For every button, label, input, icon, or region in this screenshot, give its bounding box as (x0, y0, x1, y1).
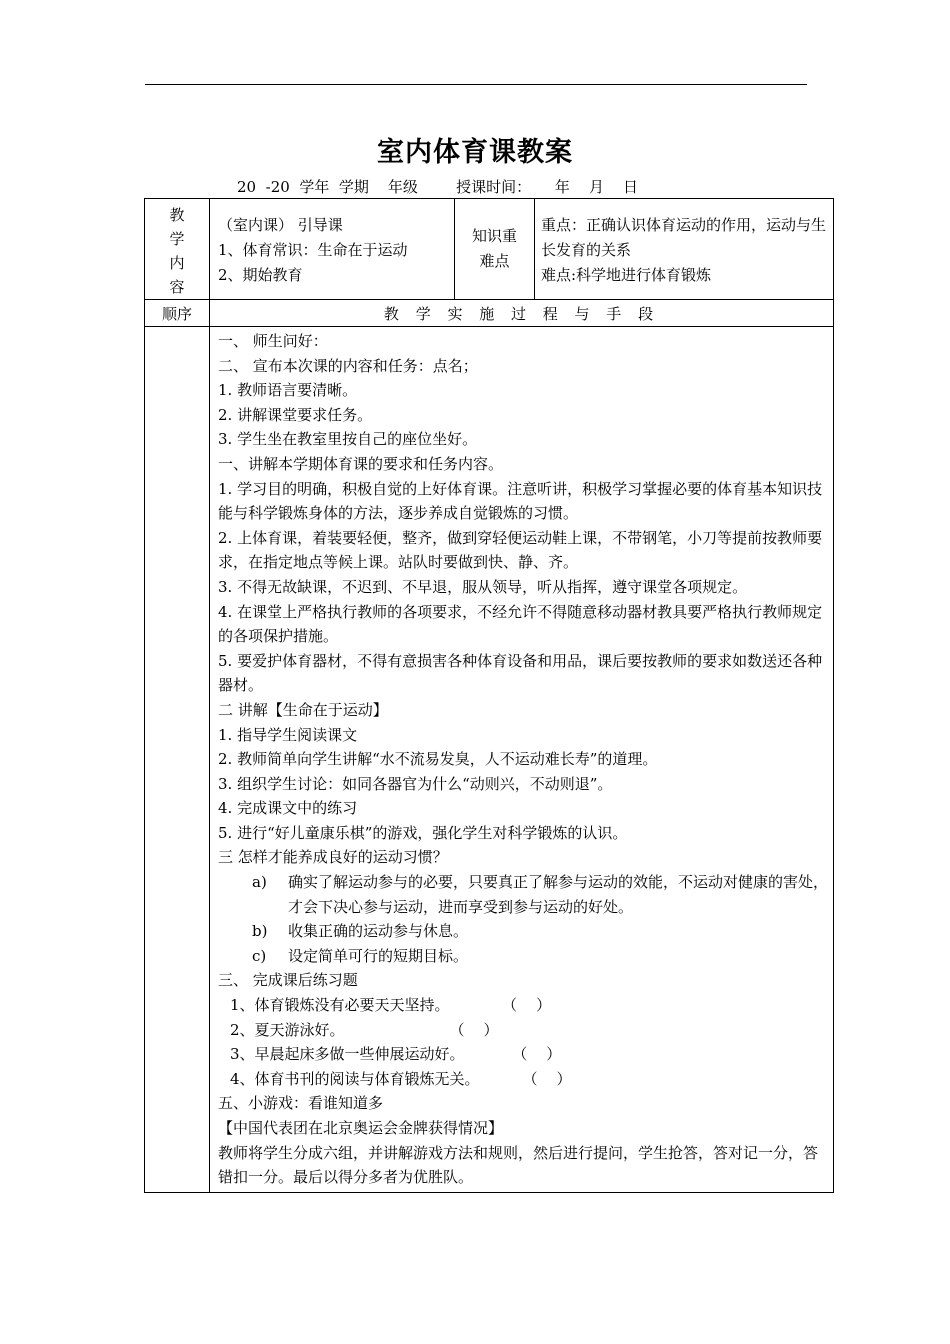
key-point-line: 重点：正确认识体育运动的作用，运动与生长发育的关系 (541, 216, 827, 259)
sub-item-text: 确实了解运动参与的必要，只要真正了解参与运动的效能，不运动对健康的害处，才会下决心参与运动，进而享受到参与运动的好处。 (288, 873, 829, 916)
procedure-line: 3. 不得无故缺课，不迟到、不早退，服从领导，听从指挥，遵守课堂各项规定。 (218, 577, 748, 596)
procedure-line: 2. 讲解课堂要求任务。 (218, 405, 373, 424)
procedure-heading: 教 学 实 施 过 程 与 手 段 (210, 300, 834, 327)
content-line: （室内课） 引导课 (218, 216, 343, 234)
section-heading-row (145, 300, 834, 327)
sub-item-marker: b) (252, 922, 268, 941)
term-info-line: 20 -20 学年 学期 年级 授课时间： 年 月 日 (237, 178, 639, 196)
habit-sub-item (218, 944, 829, 969)
key-points-label-text: 知识重 难点 (471, 227, 517, 270)
game-line: 五、小游戏：看谁知道多 (218, 1094, 384, 1113)
game-section (218, 1091, 829, 1189)
key-points-lines (541, 213, 827, 288)
header-rule (145, 84, 807, 85)
procedure-line: 3. 组织学生讨论：如同各器官为什么“动则兴，不动则退”。 (218, 774, 613, 793)
lesson-plan-table (144, 198, 834, 1193)
procedure-line: 3. 学生坐在教室里按自己的座位坐好。 (218, 430, 478, 449)
procedure-line: 5. 进行“好儿童康乐棋”的游戏，强化学生对科学锻炼的认识。 (218, 823, 628, 842)
key-points-label (455, 199, 535, 300)
exercise-question: 3、早晨起床多做一些伸展运动好。 （ ） (230, 1045, 562, 1064)
content-line: 1、体育常识：生命在于运动 (218, 241, 408, 259)
content-line: 2、期始教育 (218, 266, 303, 284)
exercise-question: 1、体育锻炼没有必要天天坚持。 （ ） (230, 996, 552, 1015)
exercise-questions (218, 993, 829, 1091)
order-cell (145, 327, 210, 1193)
sub-item-marker: a) (252, 873, 267, 892)
exercise-question: 2、夏天游泳好。 （ ） (230, 1020, 499, 1039)
teaching-content-label (145, 199, 210, 300)
teaching-content-label-text: 教 学 内 容 (169, 206, 185, 296)
procedure-line: 5. 要爱护体育器材，不得有意损害各种体育设备和用品，课后要按教师的要求如数送还各种器材。 (218, 651, 823, 695)
procedure-line: 二、 宣布本次课的内容和任务：点名； (218, 356, 478, 375)
procedure-line: 1. 指导学生阅读课文 (218, 725, 358, 744)
procedure-row (145, 327, 834, 1193)
procedure-lines (218, 329, 829, 870)
procedure-line: 2. 教师简单向学生讲解“水不流易发臭，人不运动难长寿”的道理。 (218, 750, 658, 769)
key-points-cell (535, 199, 834, 300)
procedure-line: 三 怎样才能养成良好的运动习惯？ (218, 848, 448, 867)
key-point-line: 难点:科学地进行体育锻炼 (541, 266, 712, 284)
procedure-line: 1. 教师语言要清晰。 (218, 381, 358, 400)
sub-item-text: 设定简单可行的短期目标。 (288, 946, 469, 965)
procedure-line: 二 讲解【生命在于运动】 (218, 700, 388, 719)
document-title: 室内体育课教案 (377, 137, 573, 168)
exercise-heading: 三、 完成课后练习题 (218, 971, 358, 990)
habit-sub-item (218, 919, 829, 944)
procedure-line: 一、讲解本学期体育课的要求和任务内容。 (218, 454, 504, 473)
sub-item-text: 收集正确的运动参与休息。 (288, 922, 469, 941)
content-row (145, 199, 834, 300)
procedure-line: 1. 学习目的明确，积极自觉的上好体育课。注意听讲，积极学习掌握必要的体育基本知识技能与科学锻炼身体的方法，逐步养成自觉锻炼的习惯。 (218, 479, 823, 523)
habit-sub-item (218, 870, 829, 919)
sub-item-marker: c) (252, 946, 267, 965)
procedure-line: 4. 完成课文中的练习 (218, 799, 358, 818)
procedure-body (210, 327, 834, 1193)
order-label: 顺序 (145, 300, 210, 327)
game-line: 【中国代表团在北京奥运会金牌获得情况】 (218, 1119, 504, 1137)
exercise-question: 4、体育书刊的阅读与体育锻炼无关。 （ ） (230, 1069, 572, 1088)
habit-sub-list (218, 870, 829, 968)
teaching-content-lines (218, 213, 448, 288)
game-line: 教师将学生分成六组，并讲解游戏方法和规则，然后进行提问，学生抢答，答对记一分，答错扣一分。最后以得分多者为优胜队。 (218, 1143, 819, 1187)
procedure-line: 2. 上体育课，着装要轻便，整齐，做到穿轻便运动鞋上课，不带钢笔，小刀等提前按教师要求，在指定地点等候上课。站队时要做到快、静、齐。 (218, 528, 823, 572)
procedure-line: 4. 在课堂上严格执行教师的各项要求，不经允许不得随意移动器材教具要严格执行教师规定的各项保护措施。 (218, 602, 823, 646)
teaching-content-cell (210, 199, 455, 300)
procedure-line: 一、 师生问好： (218, 332, 328, 350)
